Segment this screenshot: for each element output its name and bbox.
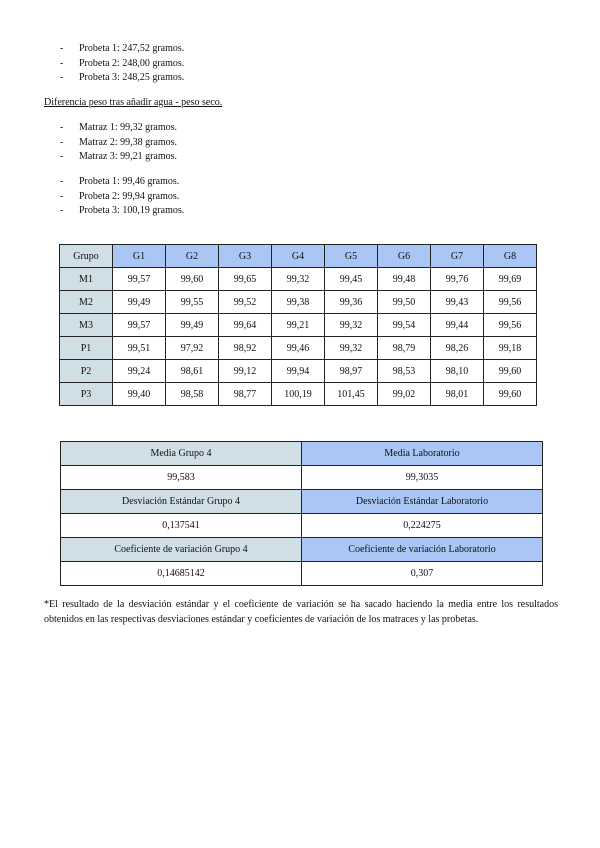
table-cell: 99,32	[272, 268, 325, 291]
table-row	[60, 337, 537, 360]
table-row	[61, 442, 543, 466]
table-cell: 99,32	[325, 337, 378, 360]
row-header: P1	[60, 337, 113, 360]
table-cell: 98,10	[431, 360, 484, 383]
table-cell: 99,46	[272, 337, 325, 360]
table-cell: 99,38	[272, 291, 325, 314]
list-item: - Matraz 1: 99,32 gramos.	[60, 122, 178, 133]
table-cell: 98,01	[431, 383, 484, 406]
column-header: G2	[166, 245, 219, 268]
table-cell: 99,44	[431, 314, 484, 337]
table-cell: 99,49	[166, 314, 219, 337]
table-cell: 99,56	[484, 314, 537, 337]
table-cell: 99,60	[484, 383, 537, 406]
column-header: G7	[431, 245, 484, 268]
table-row	[61, 562, 543, 586]
table-cell: 101,45	[325, 383, 378, 406]
column-header: G3	[219, 245, 272, 268]
table-row	[60, 314, 537, 337]
list-item: - Probeta 2: 99,94 gramos.	[60, 190, 180, 202]
table-cell: 98,53	[378, 360, 431, 383]
media-grupo-label: Media Grupo 4	[61, 442, 302, 466]
table-cell: 99,76	[431, 268, 484, 291]
table-cell: 99,60	[484, 360, 537, 383]
media-grupo-value: 99,583	[61, 466, 302, 490]
coef-lab-label: Coeficiente de variación Laboratorio	[302, 538, 543, 562]
table-cell: 99,57	[113, 268, 166, 291]
list-item: - Probeta 3: 248,25 gramos.	[60, 72, 185, 83]
media-lab-label: Media Laboratorio	[302, 442, 543, 466]
coef-grupo-label: Coeficiente de variación Grupo 4	[61, 538, 302, 562]
table-cell: 99,40	[113, 383, 166, 406]
table-header-row	[60, 245, 537, 268]
table-cell: 98,77	[219, 383, 272, 406]
column-header-grupo: Grupo	[60, 245, 113, 268]
table-cell: 98,79	[378, 337, 431, 360]
list-item: - Probeta 1: 247,52 gramos.	[60, 43, 185, 54]
table-cell: 98,92	[219, 337, 272, 360]
table-cell: 99,45	[325, 268, 378, 291]
table-cell: 99,18	[484, 337, 537, 360]
table-cell: 99,36	[325, 291, 378, 314]
matraces-diff-list	[60, 121, 177, 165]
table-cell: 97,92	[166, 337, 219, 360]
table-cell: 98,58	[166, 383, 219, 406]
coef-grupo-value: 0,14685142	[61, 562, 302, 586]
table-cell: 99,50	[378, 291, 431, 314]
table-cell: 99,02	[378, 383, 431, 406]
table-cell: 98,97	[325, 360, 378, 383]
table-row	[61, 538, 543, 562]
probetas-dry-weight-list	[60, 42, 184, 86]
probetas-diff-list	[60, 175, 184, 219]
column-header: G6	[378, 245, 431, 268]
table-row	[60, 268, 537, 291]
desv-lab-label: Desviación Estándar Laboratorio	[302, 490, 543, 514]
table-cell: 100,19	[272, 383, 325, 406]
table-cell: 99,32	[325, 314, 378, 337]
table-cell: 99,56	[484, 291, 537, 314]
table-row	[60, 291, 537, 314]
groups-results-table	[59, 244, 537, 406]
table-cell: 99,65	[219, 268, 272, 291]
column-header: G4	[272, 245, 325, 268]
footnote: *El resultado de la desviación estándar y el coeficiente de variación se ha sacado haciendo la media entre los resultados obtenidos en las respectivas desviaciones estándar y coeficientes de variación de los matraces y las probetas.	[44, 599, 558, 625]
desv-grupo-value: 0,137541	[61, 514, 302, 538]
table-cell: 99,52	[219, 291, 272, 314]
row-header: M2	[60, 291, 113, 314]
table-row	[61, 466, 543, 490]
table-cell: 99,48	[378, 268, 431, 291]
section-heading: Diferencia peso tras añadir agua - peso seco.	[44, 97, 223, 108]
list-item: - Matraz 2: 99,38 gramos.	[60, 136, 178, 148]
desv-lab-value: 0,224275	[302, 514, 543, 538]
column-header: G5	[325, 245, 378, 268]
table-cell: 99,49	[113, 291, 166, 314]
column-header: G8	[484, 245, 537, 268]
desv-grupo-label: Desviación Estándar Grupo 4	[61, 490, 302, 514]
column-header: G1	[113, 245, 166, 268]
table-cell: 99,24	[113, 360, 166, 383]
table-cell: 99,60	[166, 268, 219, 291]
row-header: M3	[60, 314, 113, 337]
table-cell: 98,26	[431, 337, 484, 360]
table-cell: 99,12	[219, 360, 272, 383]
table-cell: 99,54	[378, 314, 431, 337]
media-lab-value: 99,3035	[302, 466, 543, 490]
list-item: - Matraz 3: 99,21 gramos.	[60, 151, 178, 162]
row-header: M1	[60, 268, 113, 291]
table-row	[60, 383, 537, 406]
table-cell: 99,51	[113, 337, 166, 360]
table-cell: 99,69	[484, 268, 537, 291]
table-row	[61, 490, 543, 514]
table-cell: 99,94	[272, 360, 325, 383]
table-cell: 98,61	[166, 360, 219, 383]
table-cell: 99,43	[431, 291, 484, 314]
list-item: - Probeta 1: 99,46 gramos.	[60, 176, 180, 187]
row-header: P3	[60, 383, 113, 406]
coef-lab-value: 0,307	[302, 562, 543, 586]
statistics-table	[60, 441, 543, 586]
table-row	[61, 514, 543, 538]
list-item: - Probeta 3: 100,19 gramos.	[60, 205, 185, 216]
table-row	[60, 360, 537, 383]
table-cell: 99,21	[272, 314, 325, 337]
table-cell: 99,55	[166, 291, 219, 314]
list-item: - Probeta 2: 248,00 gramos.	[60, 57, 185, 69]
table-cell: 99,57	[113, 314, 166, 337]
row-header: P2	[60, 360, 113, 383]
table-cell: 99,64	[219, 314, 272, 337]
